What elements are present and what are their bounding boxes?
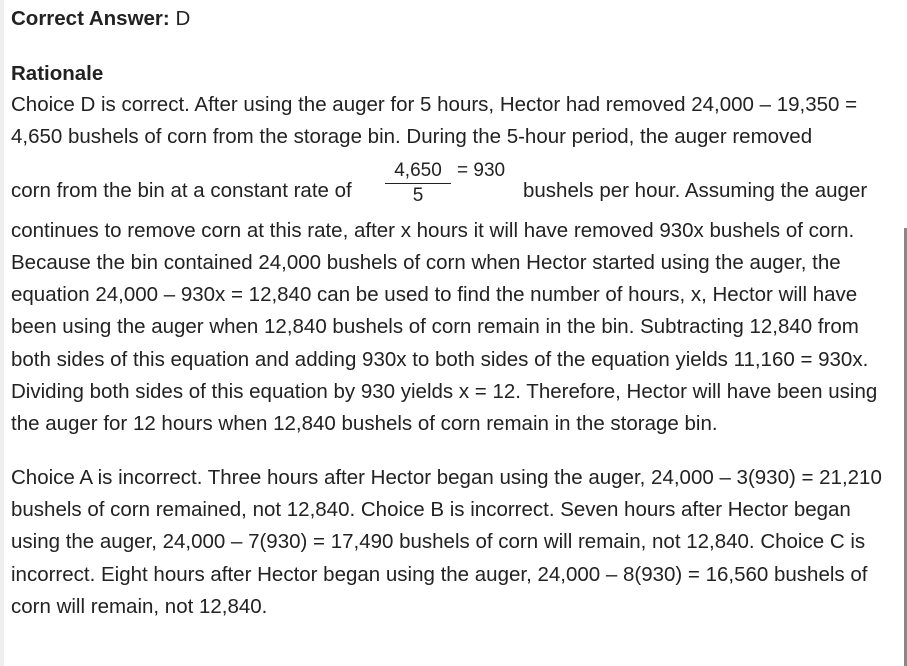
correct-answer-label: Correct Answer:: [11, 7, 170, 30]
correct-answer-line: [11, 6, 901, 32]
rate-fraction: [385, 160, 451, 207]
rationale-paragraph-1: [11, 89, 901, 441]
fraction-line: [11, 154, 901, 215]
rationale-paragraph-2: Choice A is incorrect. Three hours after Hector began using the auger, 24,000 – 3(930) = 21,210 bushels of corn remained, not 12,840. Choice B is incorrect. Seven hours after Hector began using the auger, 24,000 – 7(930) = 17,490 bushels of corn will remain, not 12,840. Choice C is incorrect. Eight hours after Hector began using the auger, 24,000 – 8(930) = 16,560 bushels of corn will remain, not 12,840.: [11, 465, 882, 618]
paragraph-1-line-1: Choice D is correct. After using the auger for 5 hours, Hector had removed 24,000 – 19,350 =: [11, 93, 858, 116]
explanation-panel: [11, 6, 901, 623]
rationale-heading: Rationale: [11, 62, 104, 85]
fraction-numerator: 4,650: [385, 160, 451, 184]
fraction-denominator: 5: [412, 184, 424, 206]
paragraph-1-line-2: 4,650 bushels of corn from the storage bin. During the 5-hour period, the auger removed: [11, 125, 813, 149]
fraction-result: = 930: [457, 159, 506, 181]
fraction-line-suffix: bushels per hour. Assuming the auger: [523, 178, 868, 202]
paragraph-1-rest: continues to remove corn at this rate, after x hours it will have removed 930x bushels of corn. Because the bin contained 24,000 bushels of corn when Hector started using the auger, the equation 24,000 – 930x = 12,840 can be used to find the number of hours, x, Hector will have been using the auger when 12,840 bushels of corn remain in the bin. Subtracting 12,840 from both sides of this equation and adding 930x to both sides of the equation yields 11,160 = 930x. Dividing both sides of this equation by 930 yields x = 12. Therefore, Hector will have been using the auger for 12 hours when 12,840 bushels of corn remain in the storage bin.: [11, 218, 878, 436]
fraction-line-prefix: corn from the bin at a constant rate of: [11, 178, 352, 202]
correct-answer-value: D: [175, 7, 191, 30]
left-border: [0, 0, 4, 666]
